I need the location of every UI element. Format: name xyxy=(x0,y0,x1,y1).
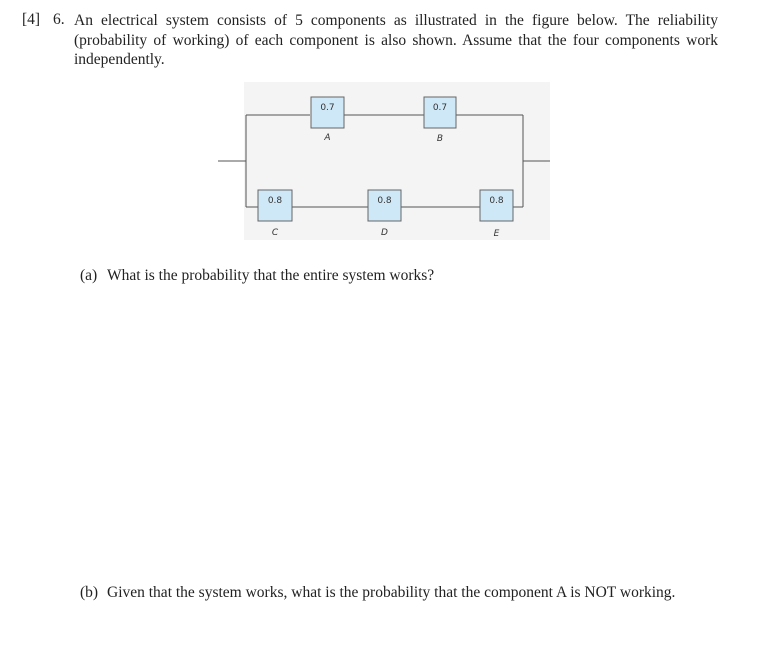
reliability-diagram xyxy=(218,82,550,240)
part-b-text: Given that the system works, what is the probability that the component A is NOT working. xyxy=(107,584,676,601)
component-c-label: C xyxy=(271,228,279,238)
part-b-label: (b) xyxy=(80,584,99,601)
component-b-value: 0.7 xyxy=(432,103,448,113)
component-e-label: E xyxy=(493,229,500,239)
question-text: An electrical system consists of 5 components as illustrated in the figure below. The reliability (probability of working) of each component is also shown. Assume that the four components work independently. xyxy=(74,12,718,68)
component-a-label: A xyxy=(324,133,331,143)
component-d-value: 0.8 xyxy=(377,196,392,206)
question-marks: [4] xyxy=(22,11,41,28)
component-a-value: 0.7 xyxy=(320,103,335,113)
component-e-value: 0.8 xyxy=(489,196,504,206)
question-number: 6. xyxy=(53,11,65,28)
component-d-label: D xyxy=(381,228,388,238)
part-a-label: (a) xyxy=(80,267,98,284)
part-a-text: What is the probability that the entire system works? xyxy=(107,267,435,284)
component-b-label: B xyxy=(436,134,444,144)
component-c-value: 0.8 xyxy=(267,196,283,206)
